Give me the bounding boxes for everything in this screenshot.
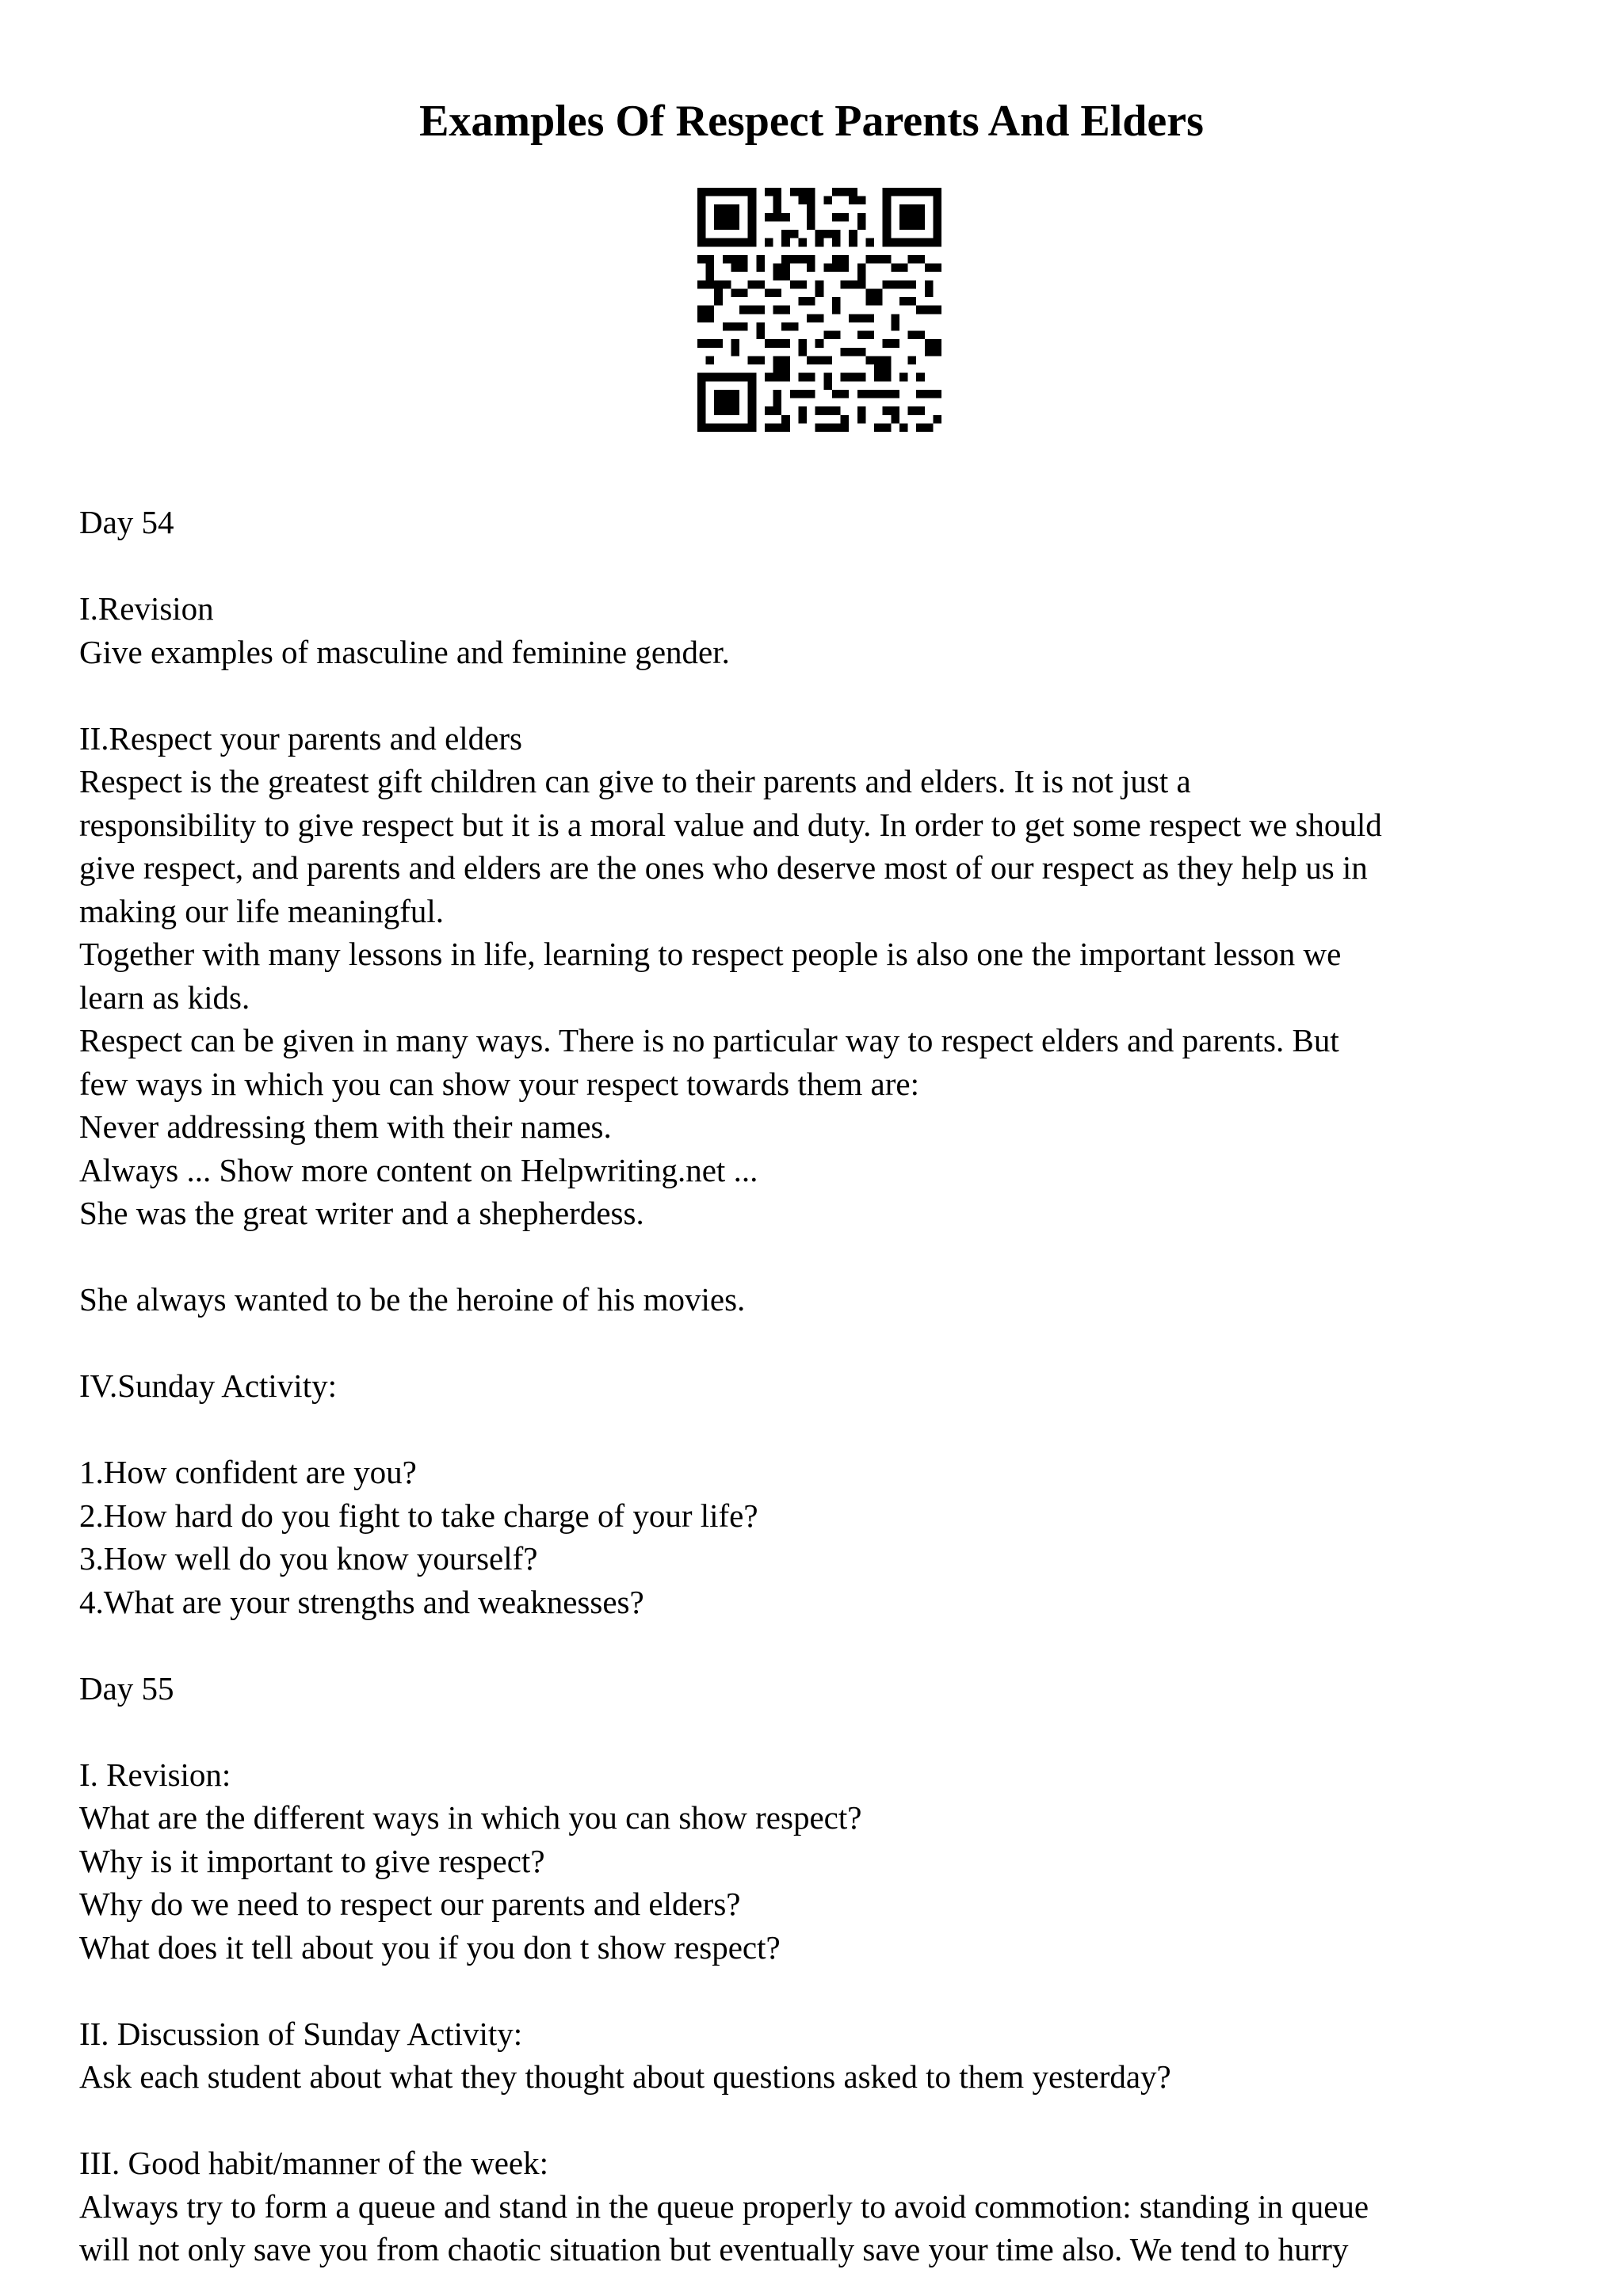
blank-line (79, 1969, 1585, 2012)
text-line: give respect, and parents and elders are the ones who deserve most of our respect as they help us in (79, 849, 1368, 886)
text-line: responsibility to give respect but it is a moral value and duty. In order to get some respect we should (79, 806, 1382, 843)
text-line: She was the great writer and a shepherdess. (79, 1195, 644, 1231)
text-line: Always ... Show more content on Helpwriting.net ... (79, 1151, 758, 1188)
blank-line (79, 1623, 1585, 1667)
blank-line (79, 544, 1585, 588)
text-line: I. Revision: (79, 1756, 231, 1793)
text-line: 2.How hard do you fight to take charge of your life? (79, 1497, 758, 1534)
blank-line (79, 1235, 1585, 1279)
text-line: Give examples of masculine and feminine gender. (79, 633, 730, 670)
text-line: 1.How confident are you? (79, 1454, 417, 1490)
text-line: She always wanted to be the heroine of his movies. (79, 1281, 746, 1318)
page-title: Examples Of Respect Parents And Elders (419, 97, 1204, 146)
blank-line (79, 1710, 1585, 1753)
text-line: II. Discussion of Sunday Activity: (79, 2015, 523, 2052)
qr-code-image (697, 188, 941, 432)
text-line: Never addressing them with their names. (79, 1108, 612, 1145)
text-line: 3.How well do you know yourself? (79, 1540, 538, 1577)
text-line: Why do we need to respect our parents and elders? (79, 1886, 741, 1922)
text-line: What are the different ways in which you can show respect? (79, 1799, 862, 1836)
text-line: I.Revision (79, 590, 214, 627)
text-line: Together with many lessons in life, learning to respect people is also one the important lesson we (79, 936, 1342, 972)
text-line: IV.Sunday Activity: (79, 1367, 337, 1404)
text-line: Day 54 (79, 504, 174, 540)
blank-line (79, 1408, 1585, 1451)
text-line: will not only save you from chaotic situation but eventually save your time also. We tend to hurry (79, 2231, 1349, 2267)
text-line: II.Respect your parents and elders (79, 719, 522, 757)
text-line: Why is it important to give respect? (79, 1842, 545, 1879)
text-line: few ways in which you can show your respect towards them are: (79, 1065, 919, 1102)
text-line: making our life meaningful. (79, 892, 444, 929)
text-line: Respect is the greatest gift children can give to their parents and elders. It is not just a (79, 763, 1191, 799)
text-line: Always try to form a queue and stand in the queue properly to avoid commotion: standing in queue (79, 2187, 1369, 2225)
document-body (79, 501, 1585, 2271)
blank-line (79, 2099, 1585, 2142)
text-line: 4.What are your strengths and weaknesses? (79, 1583, 644, 1620)
text-line: III. Good habit/manner of the week: (79, 2145, 549, 2181)
text-line: Day 55 (79, 1669, 174, 1707)
text-line: Respect can be given in many ways. There is no particular way to respect elders and parents. But (79, 1022, 1339, 1058)
text-line: learn as kids. (79, 978, 250, 1016)
text-line: What does it tell about you if you don t show respect? (79, 1928, 781, 1966)
text-line: Ask each student about what they thought about questions asked to them yesterday? (79, 2058, 1171, 2095)
blank-line (79, 1322, 1585, 1365)
blank-line (79, 673, 1585, 717)
